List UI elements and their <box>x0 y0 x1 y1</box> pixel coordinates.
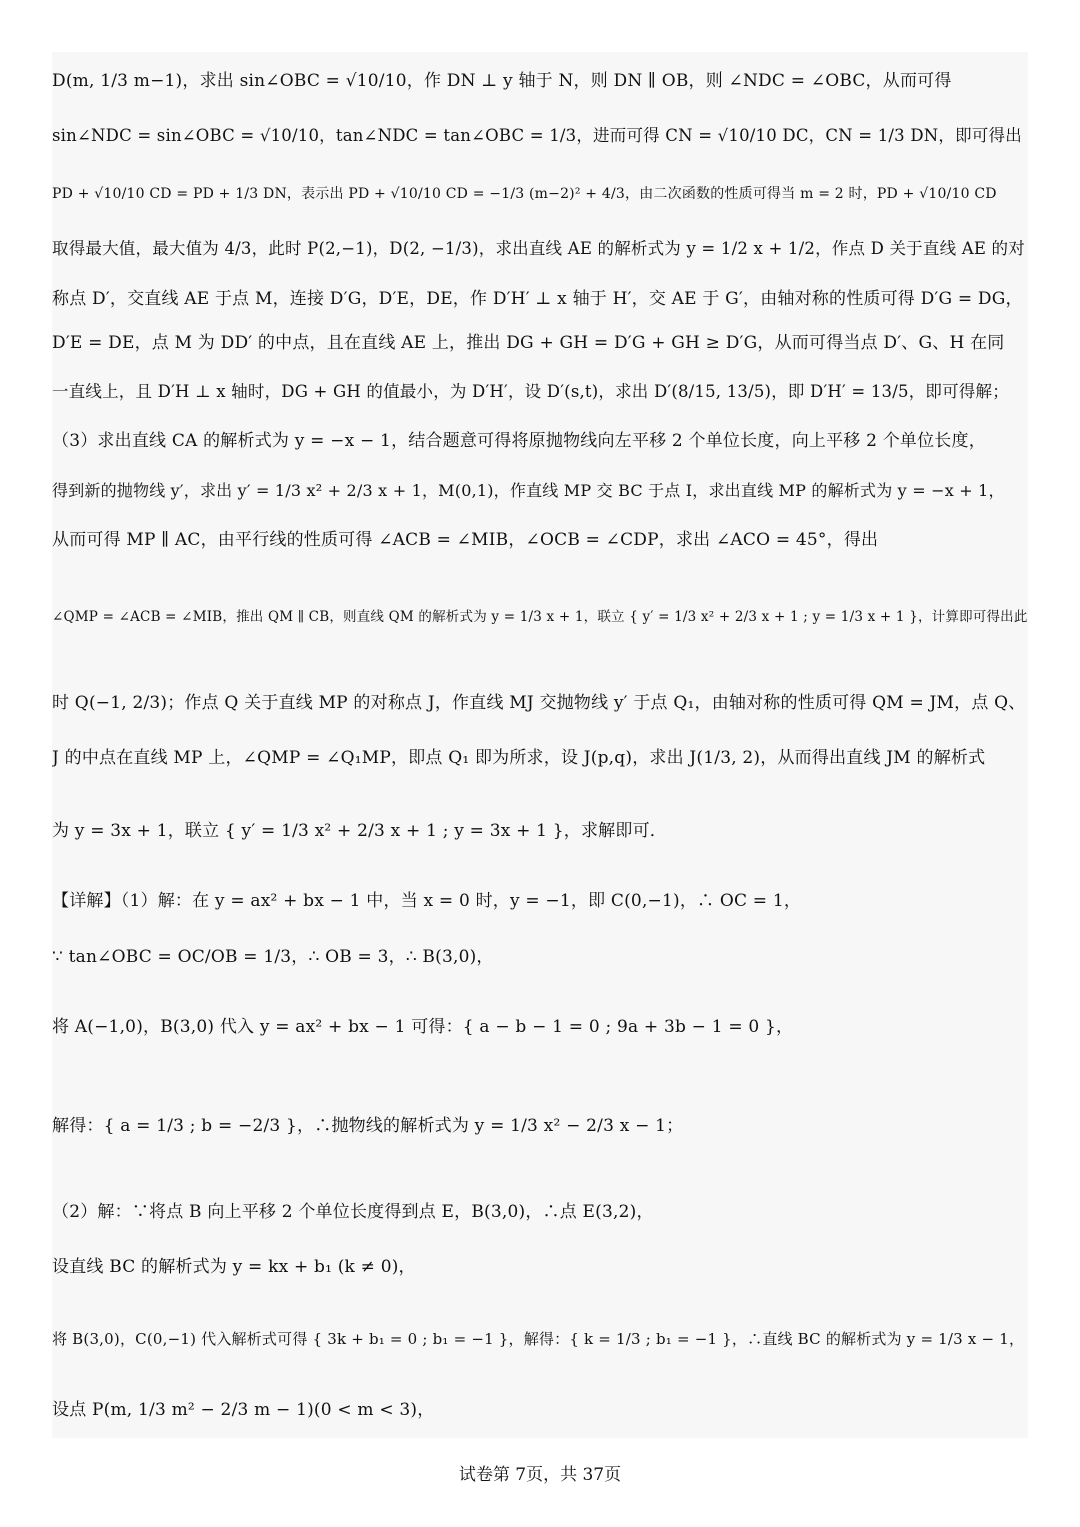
text-line-22: 设点 P(m, 1/3 m² − 2/3 m − 1)(0 < m < 3)， <box>52 1400 435 1420</box>
text-line-7: 一直线上，且 D′H ⊥ x 轴时，DG + GH 的值最小，为 D′H′，设 D′(s,t)，求出 D′(8/15, 13/5)，即 D′H′ = 13/5，即可得解； <box>52 382 1009 401</box>
text-line-17: 将 A(−1,0)，B(3,0) 代入 y = ax² + bx − 1 可得：{ a − b − 1 = 0 ; 9a + 3b − 1 = 0 }， <box>52 1017 794 1037</box>
text-line-14: 为 y = 3x + 1，联立 { y′ = 1/3 x² + 2/3 x + 1 ; y = 3x + 1 }，求解即可． <box>52 821 667 841</box>
text-line-19: （2）解：∵将点 B 向上平移 2 个单位长度得到点 E，B(3,0)，∴点 E(3,2)， <box>52 1202 654 1222</box>
text-line-3: PD + √10/10 CD = PD + 1/3 DN，表示出 PD + √10/10 CD = −1/3 (m−2)² + 4/3，由二次函数的性质可得当 m = 2 时，PD + √10/10 CD <box>52 186 997 202</box>
text-line-20: 设直线 BC 的解析式为 y = kx + b₁ (k ≠ 0)， <box>52 1257 416 1277</box>
text-line-15: 【详解】（1）解：在 y = ax² + bx − 1 中，当 x = 0 时，y = −1，即 C(0,−1)，∴ OC = 1， <box>52 891 802 911</box>
text-line-8: （3）求出直线 CA 的解析式为 y = −x − 1，结合题意可得将原抛物线向左平移 2 个单位长度，向上平移 2 个单位长度， <box>52 431 986 451</box>
page-footer: 试卷第 7页，共 37页 <box>458 1465 622 1485</box>
text-line-5: 称点 D′，交直线 AE 于点 M，连接 D′G，D′E，DE，作 D′H′ ⊥ x 轴于 H′，交 AE 于 G′，由轴对称的性质可得 D′G = DG， <box>52 289 1023 309</box>
text-line-12: 时 Q(−1, 2/3)；作点 Q 关于直线 MP 的对称点 J，作直线 MJ 交抛物线 y′ 于点 Q₁，由轴对称的性质可得 QM = JM，点 Q、 <box>52 693 1026 713</box>
text-line-10: 从而可得 MP ∥ AC，由平行线的性质可得 ∠ACB = ∠MIB，∠OCB = ∠CDP，求出 ∠ACO = 45°，得出 <box>52 530 879 550</box>
text-line-1: D(m, 1/3 m−1)，求出 sin∠OBC = √10/10，作 DN ⊥ y 轴于 N，则 DN ∥ OB，则 ∠NDC = ∠OBC，从而可得 <box>52 71 952 91</box>
text-line-9: 得到新的抛物线 y′，求出 y′ = 1/3 x² + 2/3 x + 1，M(0,1)，作直线 MP 交 BC 于点 I，求出直线 MP 的解析式为 y = −x + 1， <box>52 481 1005 500</box>
text-line-2: sin∠NDC = sin∠OBC = √10/10，tan∠NDC = tan∠OBC = 1/3，进而可得 CN = √10/10 DC，CN = 1/3 DN，即可得出 <box>52 126 1022 145</box>
text-line-13: J 的中点在直线 MP 上，∠QMP = ∠Q₁MP，即点 Q₁ 即为所求，设 J(p,q)，求出 J(1/3, 2)，从而得出直线 JM 的解析式 <box>52 748 986 768</box>
text-line-16: ∵ tan∠OBC = OC/OB = 1/3，∴ OB = 3，∴ B(3,0)， <box>52 947 494 967</box>
text-line-18: 解得：{ a = 1/3 ; b = −2/3 }，∴抛物线的解析式为 y = 1/3 x² − 2/3 x − 1； <box>52 1116 684 1136</box>
text-line-4: 取得最大值，最大值为 4/3，此时 P(2,−1)，D(2, −1/3)，求出直线 AE 的解析式为 y = 1/2 x + 1/2，作点 D 关于直线 AE 的对 <box>52 239 1025 258</box>
text-line-11: ∠QMP = ∠ACB = ∠MIB，推出 QM ∥ CB，则直线 QM 的解析式为 y = 1/3 x + 1，联立 { y′ = 1/3 x² + 2/3 x + 1 ; y = 1/3 x + 1 }，计算即可得出此 <box>52 609 1028 625</box>
text-line-6: D′E = DE，点 M 为 DD′ 的中点，且在直线 AE 上，推出 DG + GH = D′G + GH ≥ D′G，从而可得当点 D′、G、H 在同 <box>52 333 1005 353</box>
solution-text-block <box>52 52 1028 1438</box>
text-line-21: 将 B(3,0)，C(0,−1) 代入解析式可得 { 3k + b₁ = 0 ; b₁ = −1 }，解得：{ k = 1/3 ; b₁ = −1 }，∴直线 BC 的解析式为 y = 1/3 x − 1， <box>52 1330 1025 1348</box>
